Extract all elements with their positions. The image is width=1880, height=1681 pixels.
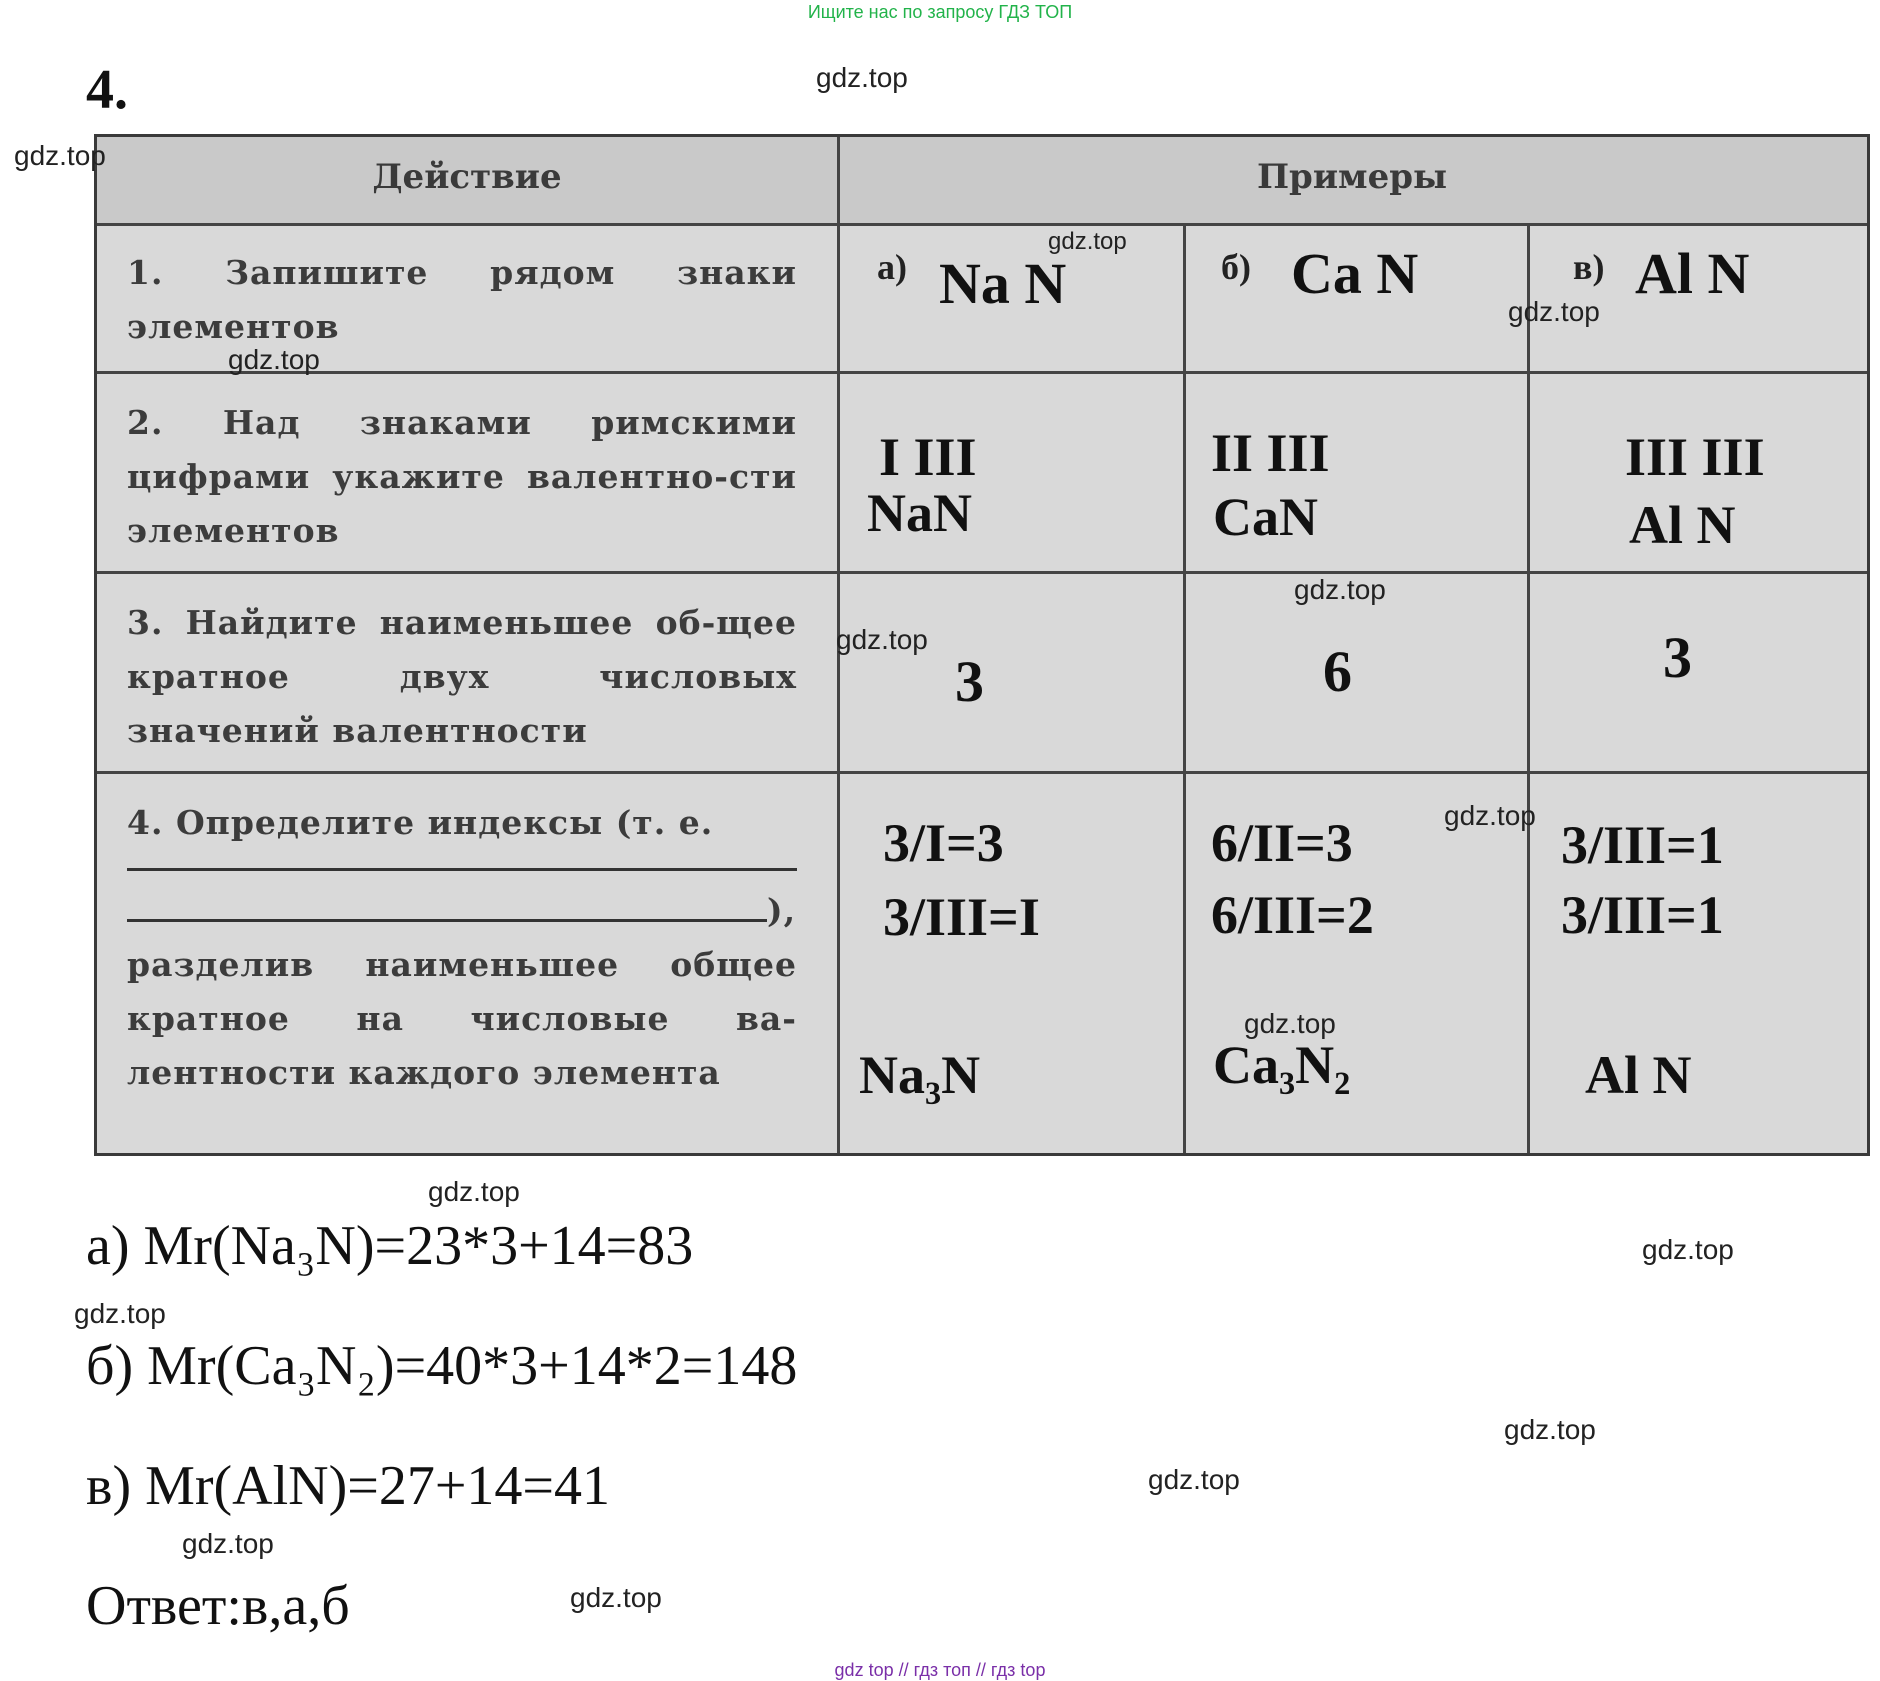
valence-table — [94, 134, 1870, 1156]
index-c-1: 3/III=1 — [1561, 815, 1724, 875]
answer-a: а) Mr(Na₃N)=23*3+14=83 — [86, 1215, 694, 1277]
valence-a: I III — [879, 427, 977, 487]
watermark: gdz.top — [428, 1176, 520, 1207]
index-b-2: 6/III=2 — [1211, 885, 1374, 945]
header-action: Действие — [372, 157, 562, 197]
lcm-c: 3 — [1663, 625, 1692, 690]
example-a: Na N — [939, 251, 1067, 316]
watermark: gdz.top — [1148, 1464, 1240, 1495]
watermark: gdz.top — [1508, 296, 1600, 327]
watermark: gdz.top — [1444, 800, 1536, 831]
answer-c: в) Mr(AlN)=27+14=41 — [86, 1455, 611, 1517]
watermark: gdz.top — [1244, 1008, 1336, 1039]
index-a-2: 3/III=I — [883, 887, 1040, 947]
answer-final: Ответ:в,а,б — [86, 1575, 350, 1637]
footer-links[interactable]: gdz top // гдз топ // гдз top — [834, 1660, 1046, 1680]
watermark: gdz.top — [1048, 228, 1127, 255]
index-c-2: 3/III=1 — [1561, 885, 1724, 945]
watermark: gdz.top — [570, 1582, 662, 1613]
table-row — [97, 371, 1867, 571]
result-formula-b: Ca₃N₂ — [1213, 1035, 1351, 1095]
formula-c: Al N — [1629, 495, 1736, 555]
valence-c: III III — [1625, 427, 1765, 487]
watermark: gdz.top — [816, 62, 908, 93]
header-examples: Примеры — [1256, 157, 1448, 197]
watermark: gdz.top — [836, 624, 928, 655]
action-text: 2. Над знаками римскими цифрами укажите валентно-сти элементов — [127, 403, 797, 550]
result-formula-a: Na₃N — [859, 1045, 981, 1105]
action-text: 1. Запишите рядом знаки элементов — [127, 253, 797, 346]
answer-b: б) Mr(Ca₃N₂)=40*3+14*2=148 — [86, 1335, 798, 1397]
label-a: а) — [877, 247, 907, 287]
lcm-a: 3 — [955, 649, 984, 714]
action-line-1: 4. Определите индексы (т. е. — [127, 803, 714, 842]
watermark: gdz.top — [74, 1298, 166, 1329]
valence-b: II III — [1211, 423, 1330, 483]
table-header — [97, 137, 1867, 223]
action-text: 3. Найдите наименьшее об-щее кратное двух числовых значений валентности — [127, 603, 797, 750]
action-line-3: разделив наименьшее общее кратное на числовые ва-лентности каждого элемента — [127, 945, 797, 1092]
index-a-1: 3/I=3 — [883, 813, 1004, 873]
formula-a: NaN — [867, 483, 972, 543]
blank-line — [127, 868, 797, 871]
blank-line — [127, 919, 767, 922]
task-number: 4. — [86, 59, 128, 121]
top-note[interactable]: Ищите нас по запросу ГДЗ ТОП — [807, 2, 1073, 22]
lcm-b: 6 — [1323, 639, 1352, 704]
index-b-1: 6/II=3 — [1211, 813, 1353, 873]
table-row — [97, 223, 1867, 371]
result-formula-c: Al N — [1585, 1045, 1692, 1105]
watermark: gdz.top — [228, 344, 320, 375]
label-c: в) — [1573, 247, 1605, 287]
label-b: б) — [1221, 247, 1251, 287]
watermark: gdz.top — [1294, 574, 1386, 605]
example-b: Ca N — [1291, 241, 1419, 306]
action-text — [127, 796, 797, 1100]
watermark: gdz.top — [14, 140, 106, 171]
table-row — [97, 571, 1867, 771]
action-line-2: ), — [767, 891, 797, 930]
watermark: gdz.top — [1504, 1414, 1596, 1445]
watermark: gdz.top — [182, 1528, 274, 1559]
table-row — [97, 771, 1867, 1153]
example-c: Al N — [1635, 241, 1750, 306]
formula-b: CaN — [1213, 487, 1318, 547]
watermark: gdz.top — [1642, 1234, 1734, 1265]
